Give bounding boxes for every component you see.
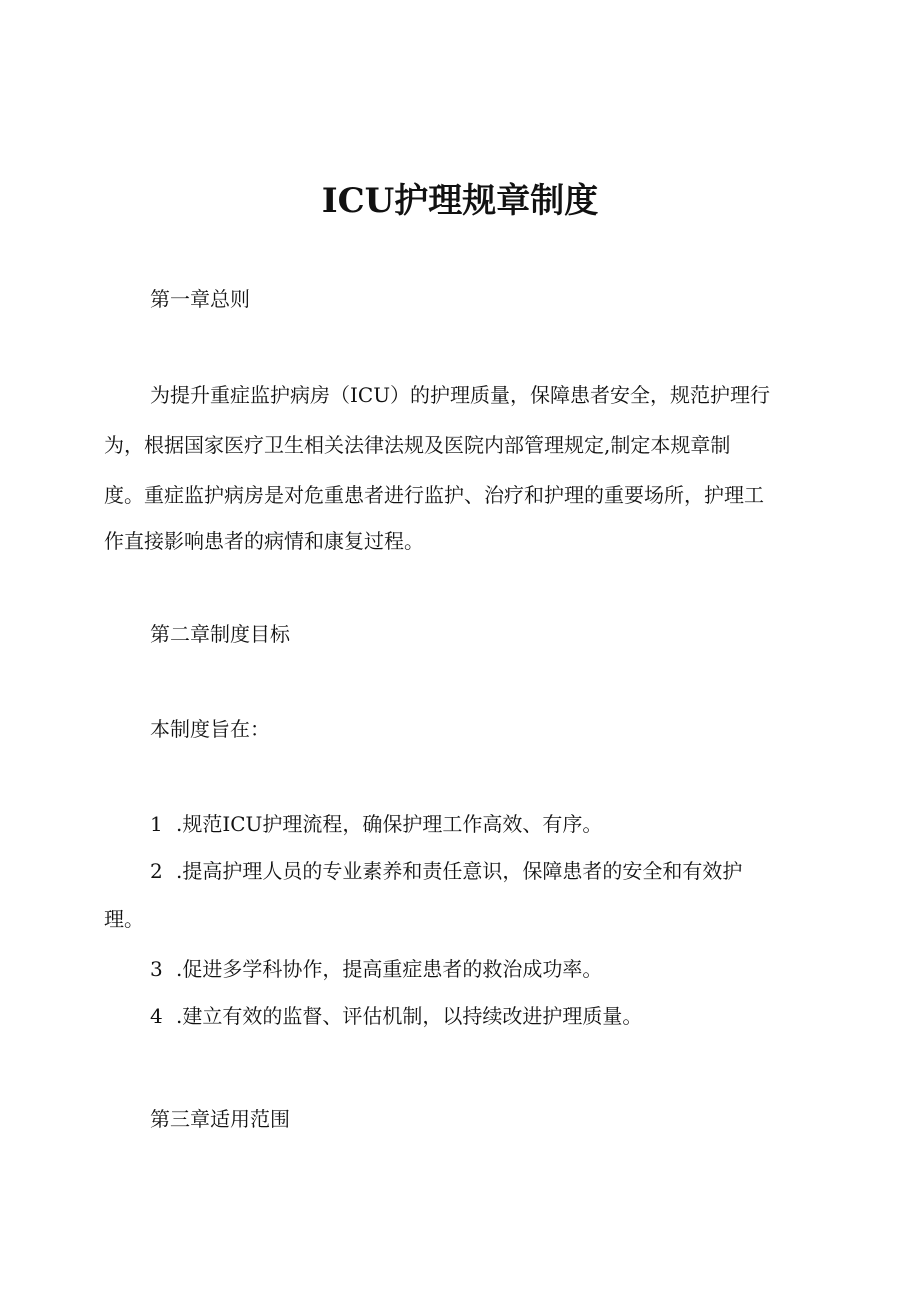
paragraph-line: 为提升重症监护病房（ICU）的护理质量，保障患者安全，规范护理行 (150, 383, 771, 407)
chapter-1-heading: 第一章总则 (150, 287, 250, 311)
list-item-continuation: 理。 (104, 907, 144, 931)
list-item-text: .建立有效的监督、评估机制，以持续改进护理质量。 (176, 1004, 643, 1028)
list-item-number: 4 (150, 1004, 163, 1028)
chapter-2-intro: 本制度旨在： (150, 717, 270, 741)
list-item-text: .规范ICU护理流程，确保护理工作高效、有序。 (176, 812, 603, 836)
list-item-text: .促进多学科协作，提高重症患者的救治成功率。 (176, 957, 603, 981)
list-item-number: 3 (150, 957, 163, 981)
chapter-3-heading: 第三章适用范围 (150, 1107, 290, 1131)
list-item-text: .提高护理人员的专业素养和责任意识，保障患者的安全和有效护 (176, 859, 743, 883)
paragraph-line: 度。重症监护病房是对危重患者进行监护、治疗和护理的重要场所，护理工 (104, 483, 764, 507)
list-item (150, 856, 742, 886)
paragraph-line: 作直接影响患者的病情和康复过程。 (104, 529, 424, 553)
document-title: ICU护理规章制度 (321, 181, 599, 221)
list-item-number: 1 (150, 812, 163, 836)
list-item (150, 809, 602, 839)
list-item (150, 954, 602, 984)
list-item (150, 1001, 642, 1031)
chapter-2-heading: 第二章制度目标 (150, 622, 290, 646)
list-item-number: 2 (150, 859, 163, 883)
paragraph-line: 为，根据国家医疗卫生相关法律法规及医院内部管理规定,制定本规章制 (104, 433, 731, 457)
